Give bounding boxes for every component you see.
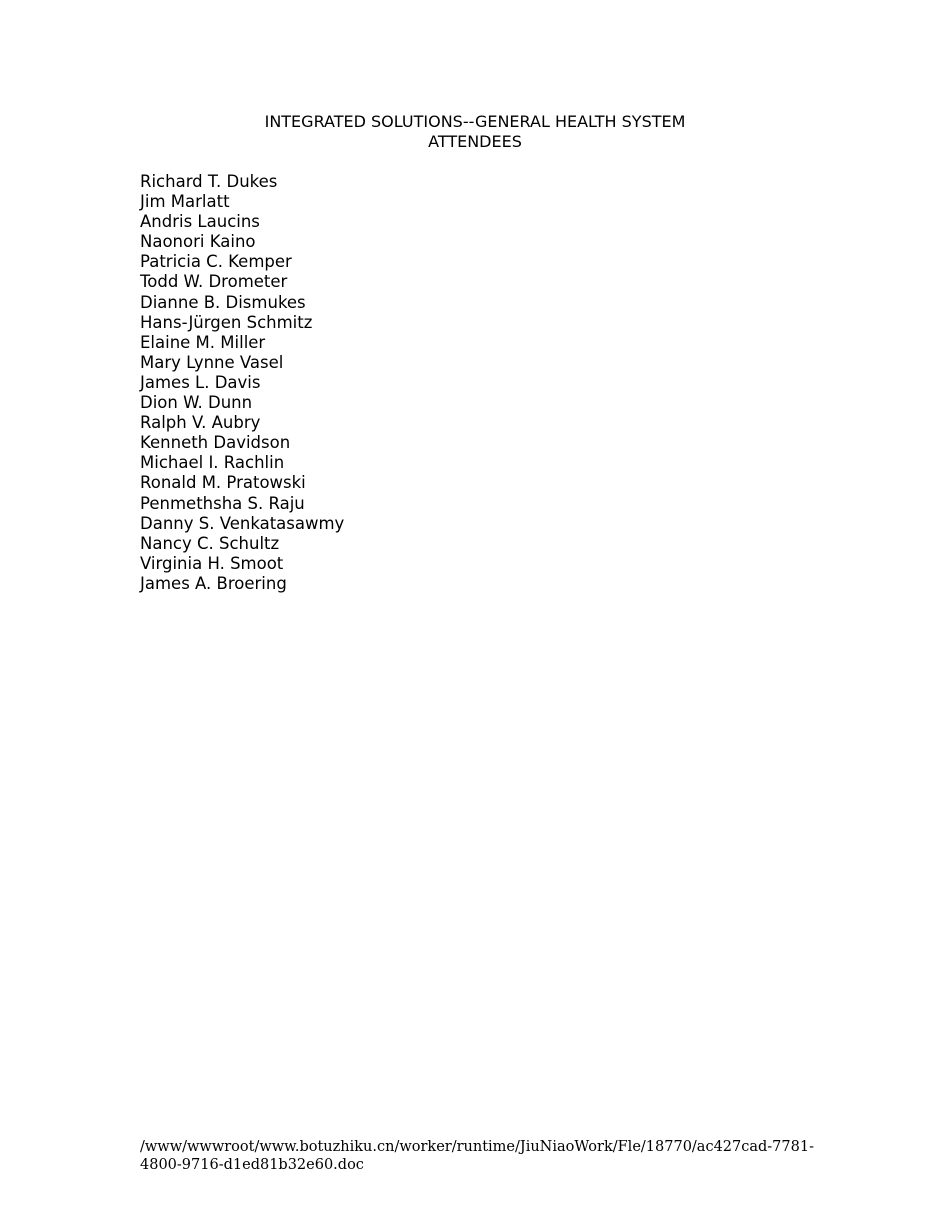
document-title	[0, 112, 950, 152]
attendee-item: Andris Laucins	[140, 212, 260, 232]
attendee-item: Dion W. Dunn	[140, 393, 253, 413]
attendee-item: Dianne B. Dismukes	[140, 292, 306, 312]
attendee-list	[140, 172, 344, 594]
attendee-item: Richard T. Dukes	[140, 172, 278, 191]
attendee-item: Naonori Kaino	[140, 232, 256, 252]
attendee-item: Nancy C. Schultz	[140, 533, 280, 553]
attendee-item: Hans-Jürgen Schmitz	[140, 312, 313, 332]
attendee-item: Mary Lynne Vasel	[140, 352, 284, 372]
attendee-item: Penmethsha S. Raju	[140, 493, 305, 513]
attendee-item: Ralph V. Aubry	[140, 413, 261, 433]
title-line-1: INTEGRATED SOLUTIONS--GENERAL HEALTH SYSTEM	[264, 112, 686, 131]
attendee-item: Danny S. Venkatasawmy	[140, 513, 345, 533]
title-line-2: ATTENDEES	[428, 132, 522, 151]
footer-file-path: /www/wwwroot/www.botuzhiku.cn/worker/runtime/JiuNiaoWork/Fle/18770/ac427cad-7781-4800-9716-d1ed81b32e60.doc	[140, 1139, 814, 1173]
attendee-item: Ronald M. Pratowski	[140, 473, 306, 493]
attendee-item: James A. Broering	[140, 573, 287, 593]
attendee-item: Todd W. Drometer	[140, 272, 288, 292]
attendee-item: Elaine M. Miller	[140, 332, 266, 352]
attendee-item: Jim Marlatt	[140, 192, 230, 212]
attendee-item: Patricia C. Kemper	[140, 252, 292, 272]
attendee-item: Virginia H. Smoot	[140, 553, 284, 573]
attendee-item: Michael I. Rachlin	[140, 453, 285, 473]
attendee-item: Kenneth Davidson	[140, 433, 291, 453]
attendee-item: James L. Davis	[140, 372, 261, 392]
